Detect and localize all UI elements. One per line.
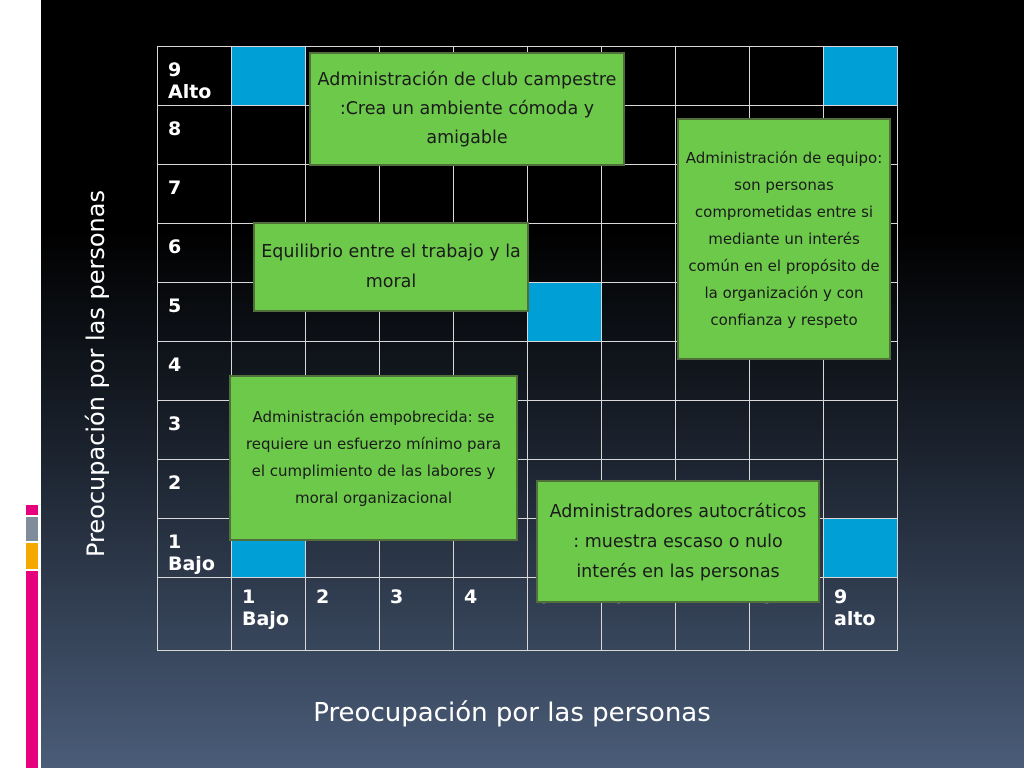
col-label-3: 3 (380, 578, 454, 651)
row-label-2: 2 (158, 460, 232, 519)
grid-cell (602, 283, 676, 342)
accent-pink-bottom (26, 571, 38, 768)
row-label-8: 8 (158, 106, 232, 165)
row-label-6: 6 (158, 224, 232, 283)
grid-cell (528, 342, 602, 401)
grid-cell (602, 224, 676, 283)
grid-cell (750, 47, 824, 106)
grid-cell-highlight (528, 283, 602, 342)
grid-cell (306, 165, 380, 224)
accent-pink-top (26, 505, 38, 515)
grid-cell (528, 165, 602, 224)
col-label-4: 4 (454, 578, 528, 651)
grid-cell (232, 106, 306, 165)
grid-cell (528, 224, 602, 283)
grid-cell (380, 165, 454, 224)
grid-cell (232, 165, 306, 224)
row-label-7: 7 (158, 165, 232, 224)
y-axis-label: Preocupación por las personas (82, 190, 110, 557)
grid-cell (824, 460, 898, 519)
accent-gray (26, 517, 38, 541)
row-label-1: 1 Bajo (158, 519, 232, 578)
row-label-4: 4 (158, 342, 232, 401)
grid-cell-highlight (824, 519, 898, 578)
grid-cell (750, 401, 824, 460)
grid-cell (824, 401, 898, 460)
col-label-2: 2 (306, 578, 380, 651)
club-campestre-box (309, 52, 625, 166)
grid-corner-cell (158, 578, 232, 651)
club-campestre-text: Administración de club campestre :Crea un ambiente cómoda y amigable (317, 69, 617, 148)
grid-cell (454, 165, 528, 224)
grid-cell (602, 401, 676, 460)
equipo-text: Administración de equipo: son personas comprometidas entre si mediante un interés común en el propósito de la organización y con confianza y respeto (685, 148, 883, 329)
grid-cell (676, 401, 750, 460)
grid-cell (528, 401, 602, 460)
grid-cell (602, 165, 676, 224)
grid-cell-highlight (232, 47, 306, 106)
col-label-1: 1 Bajo (232, 578, 306, 651)
autocraticos-box (536, 480, 820, 603)
x-axis-label: Preocupación por las personas (313, 698, 711, 728)
grid-cell (676, 47, 750, 106)
autocraticos-text: Administradores autocráticos : muestra escaso o nulo interés en las personas (549, 501, 807, 582)
row-label-9: 9 Alto (158, 47, 232, 106)
accent-yellow (26, 543, 38, 569)
accent-bar (26, 505, 38, 768)
empobrecida-box (229, 375, 518, 541)
row-label-3: 3 (158, 401, 232, 460)
grid-cell (602, 342, 676, 401)
grid-cell-highlight (824, 47, 898, 106)
row-label-5: 5 (158, 283, 232, 342)
equipo-box (677, 118, 891, 360)
col-label-9: 9 alto (824, 578, 898, 651)
equilibrio-box (253, 222, 529, 312)
empobrecida-text: Administración empobrecida: se requiere un esfuerzo mínimo para el cumplimiento de las labores y moral organizacional (245, 408, 502, 507)
equilibrio-text: Equilibrio entre el trabajo y la moral (261, 242, 521, 292)
